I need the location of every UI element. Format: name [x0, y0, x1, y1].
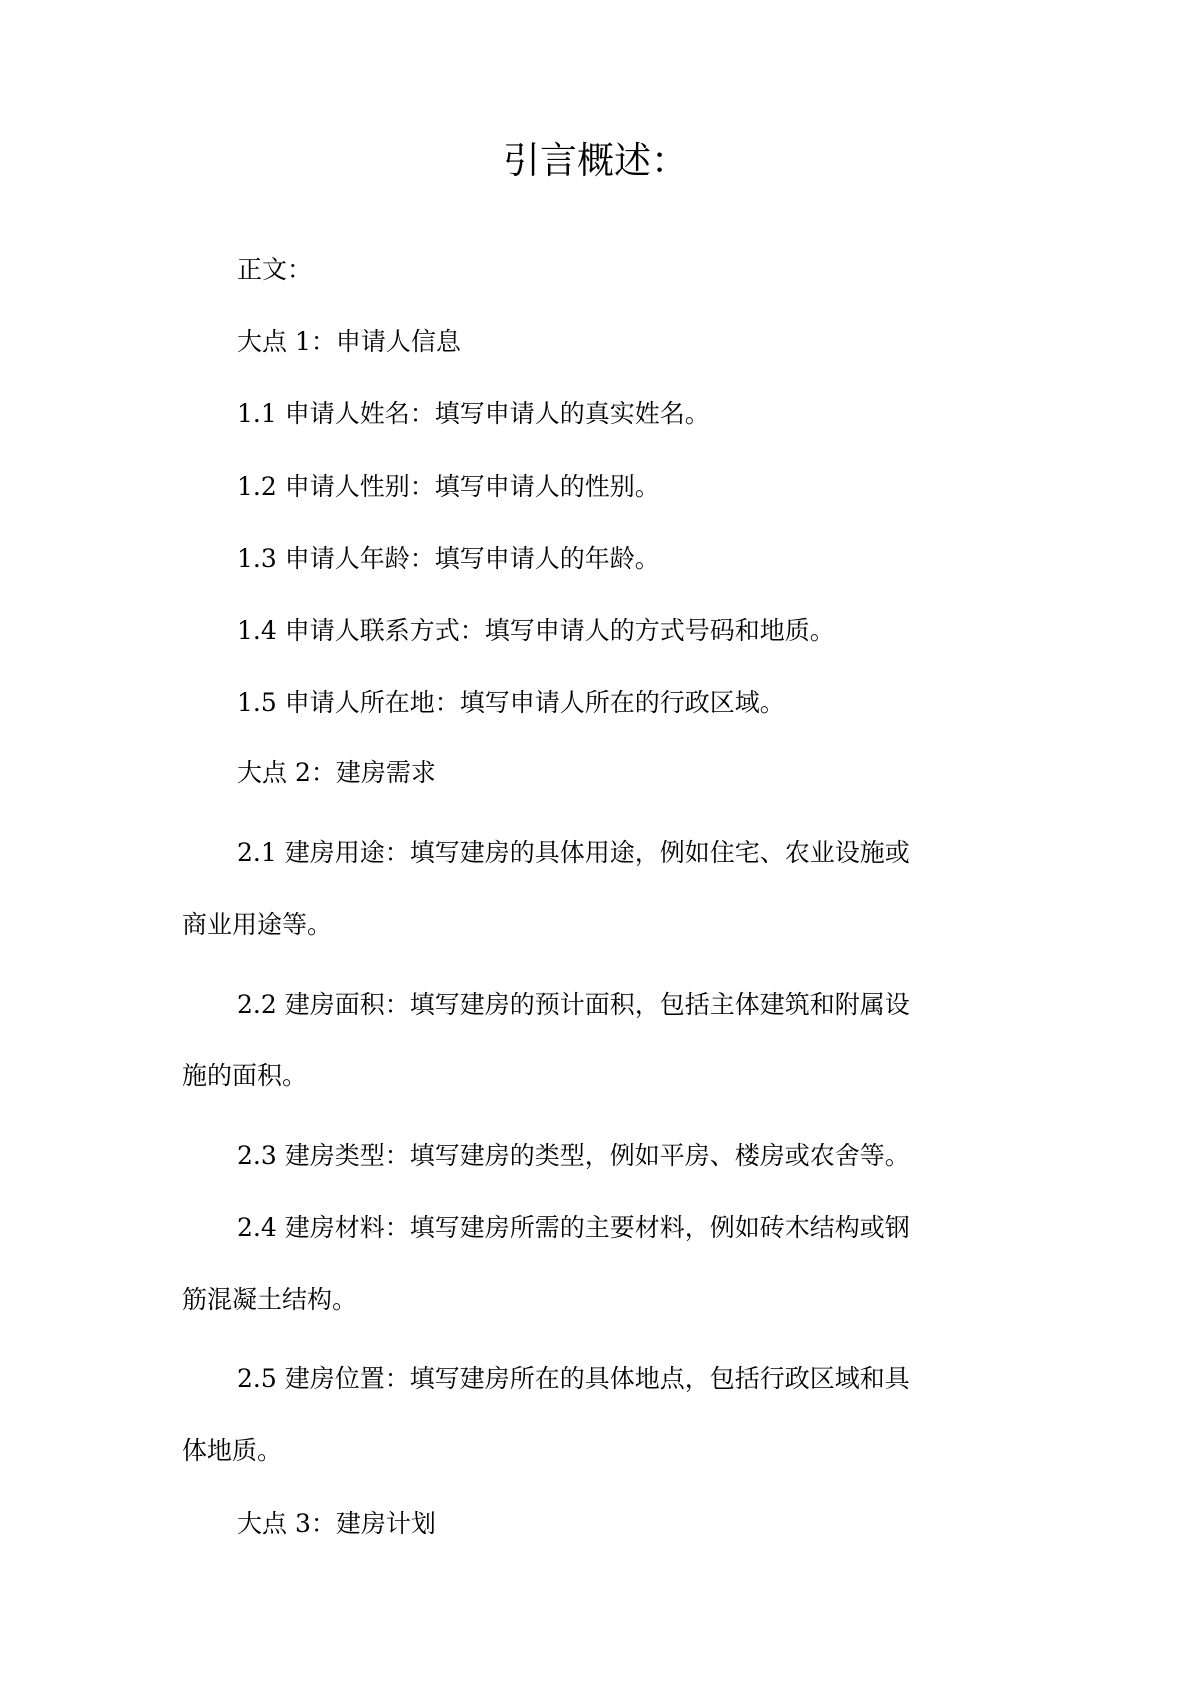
paragraph-1-1: 1.1 申请人姓名：填写申请人的真实姓名。 — [237, 399, 710, 428]
paragraph-1-4: 1.4 申请人联系方式：填写申请人的方式号码和地质。 — [237, 616, 835, 645]
section-heading-3: 大点 3：建房计划 — [237, 1509, 436, 1538]
section-heading-2: 大点 2：建房需求 — [237, 758, 436, 787]
page-title: 引言概述： — [503, 139, 688, 182]
paragraph-2-1: 2.1 建房用途：填写建房的具体用途，例如住宅、农业设施或 — [237, 838, 910, 867]
section-heading-1: 大点 1：申请人信息 — [237, 327, 461, 356]
paragraph-1-5: 1.5 申请人所在地：填写申请人所在的行政区域。 — [237, 688, 785, 717]
paragraph-2-4-continued: 筋混凝土结构。 — [182, 1285, 358, 1314]
paragraph-2-5: 2.5 建房位置：填写建房所在的具体地点，包括行政区域和具 — [237, 1364, 910, 1393]
paragraph-2-2: 2.2 建房面积：填写建房的预计面积，包括主体建筑和附属设 — [237, 990, 910, 1019]
paragraph-2-5-continued: 体地质。 — [182, 1436, 283, 1465]
paragraph-2-4: 2.4 建房材料：填写建房所需的主要材料，例如砖木结构或钢 — [237, 1213, 910, 1242]
paragraph-2-3: 2.3 建房类型：填写建房的类型，例如平房、楼房或农舍等。 — [237, 1141, 910, 1170]
paragraph-1-2: 1.2 申请人性别：填写申请人的性别。 — [237, 472, 660, 501]
body-label: 正文： — [237, 255, 313, 284]
paragraph-1-3: 1.3 申请人年龄：填写申请人的年龄。 — [237, 544, 660, 573]
paragraph-2-1-continued: 商业用途等。 — [182, 910, 333, 939]
paragraph-2-2-continued: 施的面积。 — [182, 1061, 308, 1090]
